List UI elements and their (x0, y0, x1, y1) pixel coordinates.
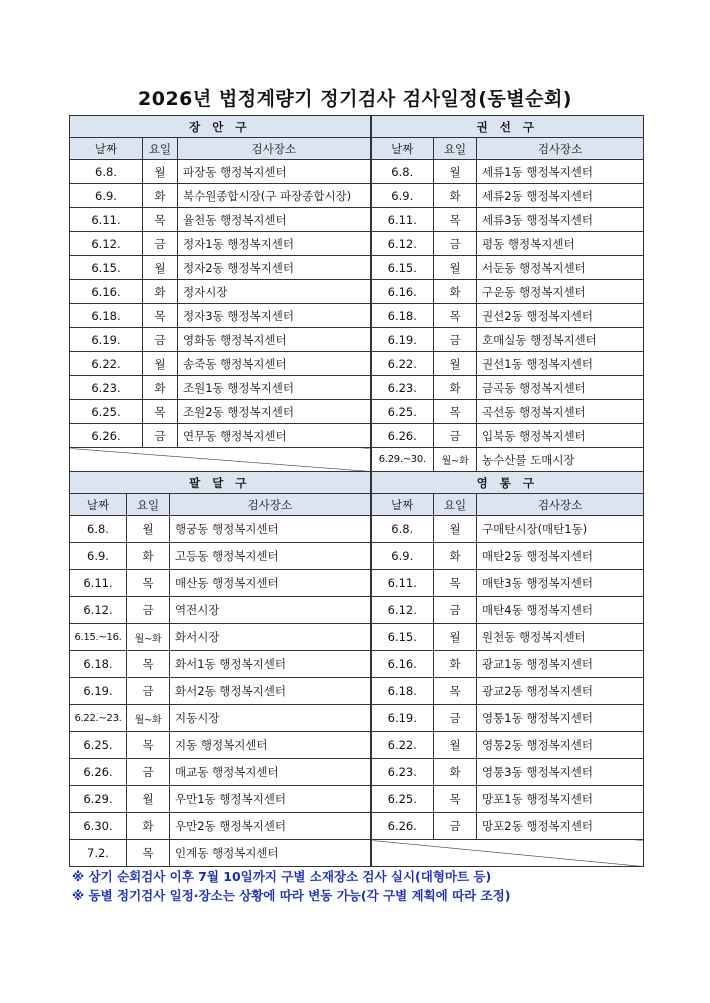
cell-date: 6.26. (371, 424, 434, 448)
cell-place: 매교동 행정복지센터 (170, 759, 371, 786)
district-jangan: 장 안 구 (70, 116, 371, 138)
cell-place: 평동 행정복지센터 (477, 232, 644, 256)
cell-day: 목 (127, 570, 170, 597)
cell-day: 금 (143, 328, 178, 352)
cell-date: 6.26. (70, 759, 127, 786)
table-row (70, 570, 644, 597)
cell-date: 6.9. (371, 184, 434, 208)
cell-place: 세류1동 행정복지센터 (477, 160, 644, 184)
cell-place: 망포1동 행정복지센터 (477, 786, 644, 813)
cell-day: 금 (434, 232, 477, 256)
cell-day: 금 (434, 597, 477, 624)
cell-place: 영화동 행정복지센터 (178, 328, 371, 352)
cell-day: 화 (434, 376, 477, 400)
cell-day: 월 (434, 624, 477, 651)
cell-place: 입북동 행정복지센터 (477, 424, 644, 448)
cell-date: 6.11. (371, 570, 434, 597)
cell-day: 월 (127, 786, 170, 813)
cell-day: 화 (434, 280, 477, 304)
cell-date: 6.18. (70, 651, 127, 678)
cell-date: 6.15. (70, 256, 143, 280)
header-date: 날짜 (70, 494, 127, 516)
cell-day: 금 (434, 424, 477, 448)
cell-day: 목 (127, 651, 170, 678)
cell-date: 6.18. (371, 304, 434, 328)
cell-day: 화 (127, 543, 170, 570)
cell-date: 6.22. (371, 352, 434, 376)
cell-day: 화 (143, 184, 178, 208)
cell-place: 곡선동 행정복지센터 (477, 400, 644, 424)
cell-day: 금 (434, 328, 477, 352)
cell-place: 권선2동 행정복지센터 (477, 304, 644, 328)
cell-place: 원천동 행정복지센터 (477, 624, 644, 651)
empty-cell (70, 448, 371, 472)
cell-place: 권선1동 행정복지센터 (477, 352, 644, 376)
table-row (70, 256, 644, 280)
cell-place: 율천동 행정복지센터 (178, 208, 371, 232)
cell-day: 화 (127, 813, 170, 840)
cell-date: 6.9. (371, 543, 434, 570)
empty-cell (371, 840, 644, 867)
cell-date: 6.8. (70, 516, 127, 543)
cell-day: 화 (434, 759, 477, 786)
cell-date: 6.11. (371, 208, 434, 232)
cell-date: 6.23. (70, 376, 143, 400)
cell-place: 광교1동 행정복지센터 (477, 651, 644, 678)
cell-date: 6.15. (371, 624, 434, 651)
header-date: 날짜 (70, 138, 143, 160)
cell-place: 우만2동 행정복지센터 (170, 813, 371, 840)
cell-date: 6.15.~16. (70, 624, 127, 651)
cell-place: 매탄3동 행정복지센터 (477, 570, 644, 597)
cell-day: 목 (143, 208, 178, 232)
cell-place: 파장동 행정복지센터 (178, 160, 371, 184)
cell-date: 6.25. (70, 732, 127, 759)
cell-date: 6.11. (70, 570, 127, 597)
cell-date: 6.8. (371, 160, 434, 184)
cell-day: 목 (434, 786, 477, 813)
cell-place: 세류3동 행정복지센터 (477, 208, 644, 232)
cell-date: 6.15. (371, 256, 434, 280)
cell-day: 금 (127, 678, 170, 705)
cell-place: 인계동 행정복지센터 (170, 840, 371, 867)
table-row (70, 448, 644, 472)
cell-day: 금 (434, 813, 477, 840)
cell-date: 6.19. (371, 328, 434, 352)
cell-date: 7.2. (70, 840, 127, 867)
header-day: 요일 (434, 494, 477, 516)
cell-day: 월 (434, 732, 477, 759)
cell-place: 정자3동 행정복지센터 (178, 304, 371, 328)
cell-place: 지동 행정복지센터 (170, 732, 371, 759)
cell-place: 조원2동 행정복지센터 (178, 400, 371, 424)
cell-date: 6.8. (70, 160, 143, 184)
cell-place: 역전시장 (170, 597, 371, 624)
cell-place: 세류2동 행정복지센터 (477, 184, 644, 208)
table-row (70, 597, 644, 624)
cell-date: 6.12. (70, 232, 143, 256)
cell-date: 6.25. (371, 400, 434, 424)
table-row (70, 678, 644, 705)
cell-date: 6.29. (70, 786, 127, 813)
cell-place: 영통1동 행정복지센터 (477, 705, 644, 732)
cell-day: 화 (143, 376, 178, 400)
footnote: ※ 동별 정기검사 일정·장소는 상황에 따라 변동 가능(각 구별 계획에 따라 조정) (72, 888, 511, 903)
schedule-table-bottom (69, 471, 644, 867)
table-row (70, 543, 644, 570)
cell-place: 연무동 행정복지센터 (178, 424, 371, 448)
cell-day: 금 (434, 705, 477, 732)
cell-day: 목 (127, 732, 170, 759)
cell-place: 조원1동 행정복지센터 (178, 376, 371, 400)
cell-date: 6.9. (70, 184, 143, 208)
cell-day: 금 (127, 597, 170, 624)
cell-day: 목 (127, 840, 170, 867)
cell-day: 화 (434, 651, 477, 678)
cell-day: 월 (434, 516, 477, 543)
table-row (70, 232, 644, 256)
cell-day: 월~화 (127, 705, 170, 732)
cell-day: 목 (434, 678, 477, 705)
cell-day: 목 (434, 208, 477, 232)
header-day: 요일 (127, 494, 170, 516)
cell-date: 6.30. (70, 813, 127, 840)
cell-place: 영통3동 행정복지센터 (477, 759, 644, 786)
cell-date: 6.26. (70, 424, 143, 448)
table-row (70, 732, 644, 759)
header-date: 날짜 (371, 494, 434, 516)
cell-day: 월 (143, 352, 178, 376)
cell-place: 화서시장 (170, 624, 371, 651)
cell-day: 목 (434, 570, 477, 597)
cell-day: 월 (434, 352, 477, 376)
district-paldal: 팔 달 구 (70, 472, 371, 494)
header-place: 검사장소 (477, 494, 644, 516)
cell-date: 6.23. (371, 376, 434, 400)
cell-date: 6.18. (371, 678, 434, 705)
footnote: ※ 상기 순회검사 이후 7월 10일까지 구별 소재장소 검사 실시(대형마트 등) (72, 869, 492, 884)
cell-date: 6.12. (70, 597, 127, 624)
cell-place: 영통2동 행정복지센터 (477, 732, 644, 759)
cell-place: 지동시장 (170, 705, 371, 732)
header-day: 요일 (434, 138, 477, 160)
cell-date: 6.12. (371, 232, 434, 256)
header-date: 날짜 (371, 138, 434, 160)
cell-place: 매산동 행정복지센터 (170, 570, 371, 597)
cell-place: 화서2동 행정복지센터 (170, 678, 371, 705)
cell-date: 6.9. (70, 543, 127, 570)
table-row (70, 160, 644, 184)
cell-date: 6.25. (371, 786, 434, 813)
cell-day: 목 (143, 400, 178, 424)
district-yeongtong: 영 통 구 (371, 472, 644, 494)
table-row (70, 208, 644, 232)
cell-day: 금 (143, 232, 178, 256)
cell-place: 정자1동 행정복지센터 (178, 232, 371, 256)
table-row (70, 424, 644, 448)
cell-place: 행궁동 행정복지센터 (170, 516, 371, 543)
table-row (70, 840, 644, 867)
cell-place: 망포2동 행정복지센터 (477, 813, 644, 840)
cell-day: 월~화 (127, 624, 170, 651)
cell-day: 월 (434, 160, 477, 184)
table-row (70, 400, 644, 424)
table-row (70, 516, 644, 543)
cell-place: 호매실동 행정복지센터 (477, 328, 644, 352)
cell-place: 정자2동 행정복지센터 (178, 256, 371, 280)
table-row (70, 651, 644, 678)
cell-day: 월 (127, 516, 170, 543)
cell-day: 금 (127, 759, 170, 786)
cell-day: 화 (434, 543, 477, 570)
cell-place: 농수산물 도매시장 (477, 448, 644, 472)
cell-day: 월 (143, 160, 178, 184)
cell-day: 월 (143, 256, 178, 280)
cell-place: 송죽동 행정복지센터 (178, 352, 371, 376)
cell-day: 월~화 (434, 448, 477, 472)
cell-place: 금곡동 행정복지센터 (477, 376, 644, 400)
table-row (70, 786, 644, 813)
cell-date: 6.18. (70, 304, 143, 328)
header-place: 검사장소 (477, 138, 644, 160)
cell-day: 목 (143, 304, 178, 328)
table-row (70, 759, 644, 786)
cell-day: 월 (434, 256, 477, 280)
cell-date: 6.19. (70, 678, 127, 705)
header-place: 검사장소 (170, 494, 371, 516)
cell-date: 6.11. (70, 208, 143, 232)
footnotes (72, 867, 510, 905)
cell-day: 화 (143, 280, 178, 304)
cell-date: 6.16. (371, 651, 434, 678)
cell-day: 금 (143, 424, 178, 448)
page-title: 2026년 법정계량기 정기검사 검사일정(동별순회) (138, 88, 572, 110)
cell-place: 서둔동 행정복지센터 (477, 256, 644, 280)
cell-place: 매탄2동 행정복지센터 (477, 543, 644, 570)
table-row (70, 304, 644, 328)
cell-date: 6.29.~30. (371, 448, 434, 472)
header-day: 요일 (143, 138, 178, 160)
table-row (70, 184, 644, 208)
cell-place: 북수원종합시장(구 파장종합시장) (178, 184, 371, 208)
schedule-table-top (69, 115, 644, 472)
cell-date: 6.25. (70, 400, 143, 424)
cell-date: 6.22. (371, 732, 434, 759)
cell-day: 화 (434, 184, 477, 208)
table-row (70, 705, 644, 732)
cell-date: 6.26. (371, 813, 434, 840)
district-gwonseon: 권 선 구 (371, 116, 644, 138)
cell-date: 6.16. (70, 280, 143, 304)
cell-place: 광교2동 행정복지센터 (477, 678, 644, 705)
cell-date: 6.22. (70, 352, 143, 376)
cell-place: 정자시장 (178, 280, 371, 304)
table-row (70, 624, 644, 651)
cell-date: 6.8. (371, 516, 434, 543)
cell-place: 매탄4동 행정복지센터 (477, 597, 644, 624)
table-row (70, 280, 644, 304)
cell-place: 구운동 행정복지센터 (477, 280, 644, 304)
cell-place: 우만1동 행정복지센터 (170, 786, 371, 813)
cell-day: 목 (434, 400, 477, 424)
table-row (70, 813, 644, 840)
cell-date: 6.19. (371, 705, 434, 732)
cell-date: 6.16. (371, 280, 434, 304)
cell-place: 고등동 행정복지센터 (170, 543, 371, 570)
table-row (70, 352, 644, 376)
cell-place: 구매탄시장(매탄1동) (477, 516, 644, 543)
cell-date: 6.19. (70, 328, 143, 352)
cell-date: 6.12. (371, 597, 434, 624)
table-row (70, 328, 644, 352)
header-place: 검사장소 (178, 138, 371, 160)
cell-date: 6.23. (371, 759, 434, 786)
cell-date: 6.22.~23. (70, 705, 127, 732)
cell-place: 화서1동 행정복지센터 (170, 651, 371, 678)
cell-day: 목 (434, 304, 477, 328)
table-row (70, 376, 644, 400)
